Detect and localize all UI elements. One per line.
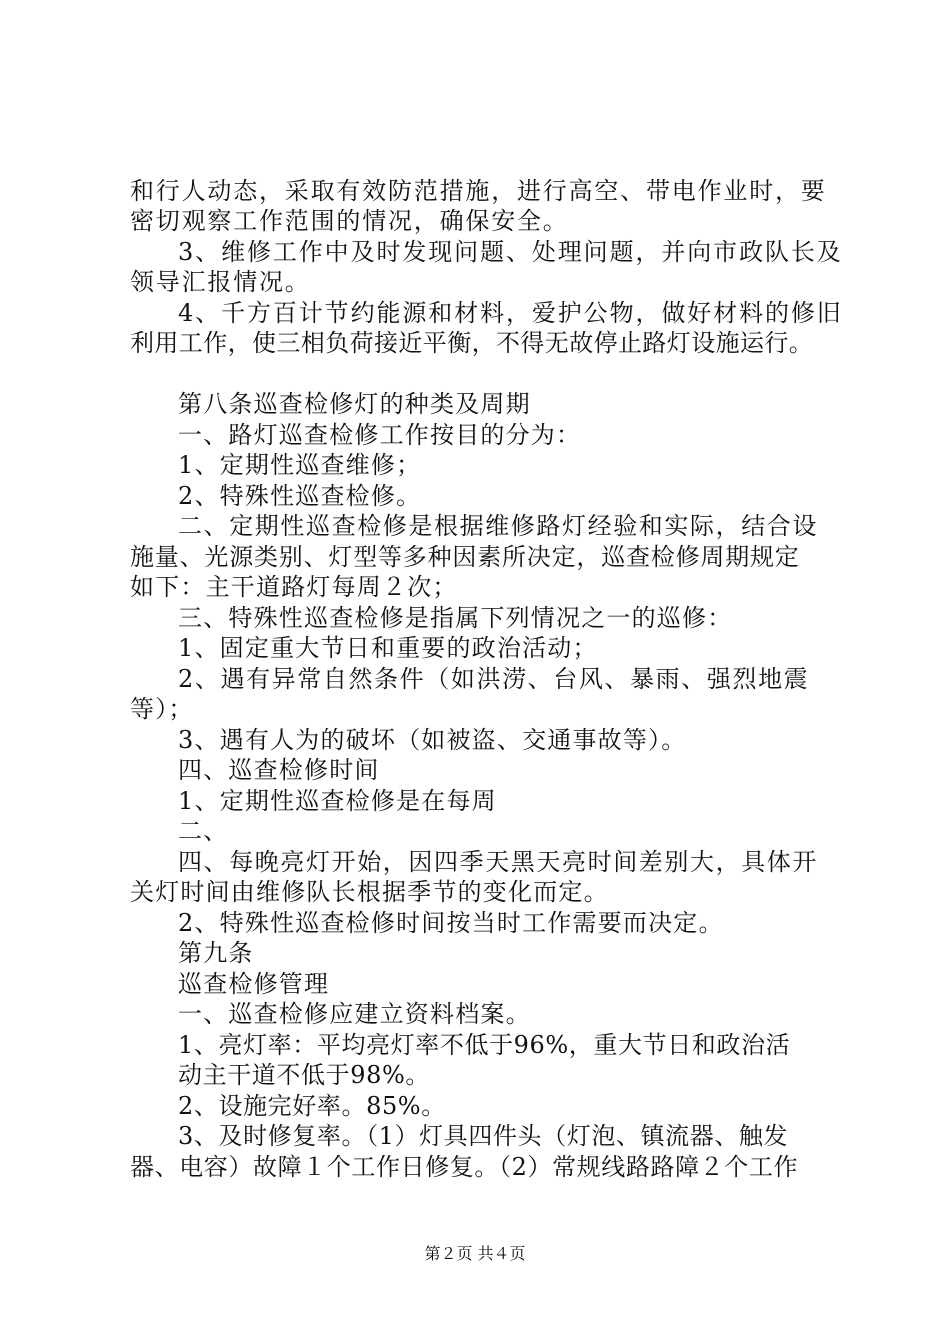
body-line: 2、设施完好率。85%。: [178, 1092, 446, 1120]
body-line: 2、特殊性巡查检修时间按当时工作需要而决定。: [178, 909, 724, 937]
section-heading: 巡查检修管理: [178, 970, 330, 998]
body-line: 一、路灯巡查检修工作按目的分为：: [178, 421, 582, 449]
section-heading: 第八条巡查检修灯的种类及周期: [178, 390, 531, 418]
body-line: 施量、光源类别、灯型等多种因素所决定，巡查检修周期规定: [130, 543, 800, 571]
body-line: 密切观察工作范围的情况，确保安全。: [130, 207, 569, 235]
section-heading: 四、巡查检修时间: [178, 756, 380, 784]
body-line: 利用工作，使三相负荷接近平衡，不得无故停止路灯设施运行。: [130, 329, 814, 357]
body-line: 1、固定重大节日和重要的政治活动；: [178, 634, 598, 662]
body-line: 二、: [178, 817, 229, 845]
body-line: 2、特殊性巡查检修。: [178, 482, 422, 510]
body-line: 4、千方百计节约能源和材料，爱护公物，做好材料的修旧: [178, 299, 843, 327]
body-line: 3、遇有人为的破坏（如被盗、交通事故等）。: [178, 726, 687, 754]
body-line: 1、亮灯率：平均亮灯率不低于96%，重大节日和政治活: [178, 1031, 791, 1059]
body-line: 二、定期性巡查检修是根据维修路灯经验和实际，结合设: [178, 512, 818, 540]
body-line: 三、特殊性巡查检修是指属下列情况之一的巡修：: [178, 604, 733, 632]
body-line: 关灯时间由维修队长根据季节的变化而定。: [130, 878, 609, 906]
body-line: 一、巡查检修应建立资料档案。: [178, 1000, 531, 1028]
body-line: 3、及时修复率。（1）灯具四件头（灯泡、镇流器、触发: [178, 1122, 789, 1150]
body-line: 领导汇报情况。: [130, 268, 311, 296]
body-line: 1、定期性巡查维修；: [178, 451, 422, 479]
body-line: 等）；: [130, 695, 194, 723]
page-footer: 第２页 共４页: [424, 1244, 526, 1263]
body-line: 1、定期性巡查检修是在每周: [178, 787, 497, 815]
body-line: 动主干道不低于98%。: [178, 1061, 430, 1089]
body-line: 2、遇有异常自然条件（如洪涝、台风、暴雨、强烈地震: [178, 665, 810, 693]
section-heading: 第九条: [178, 939, 254, 967]
body-line: 器、电容）故障１个工作日修复。（2）常规线路路障２个工作: [130, 1153, 799, 1181]
body-line: 如下：主干道路灯每周２次；: [130, 573, 458, 601]
body-line: 3、维修工作中及时发现问题、处理问题，并向市政队长及: [178, 238, 843, 266]
body-line: 四、每晚亮灯开始，因四季天黑天亮时间差别大，具体开: [178, 848, 818, 876]
body-line: 和行人动态，采取有效防范措施，进行高空、带电作业时，要: [130, 177, 827, 205]
